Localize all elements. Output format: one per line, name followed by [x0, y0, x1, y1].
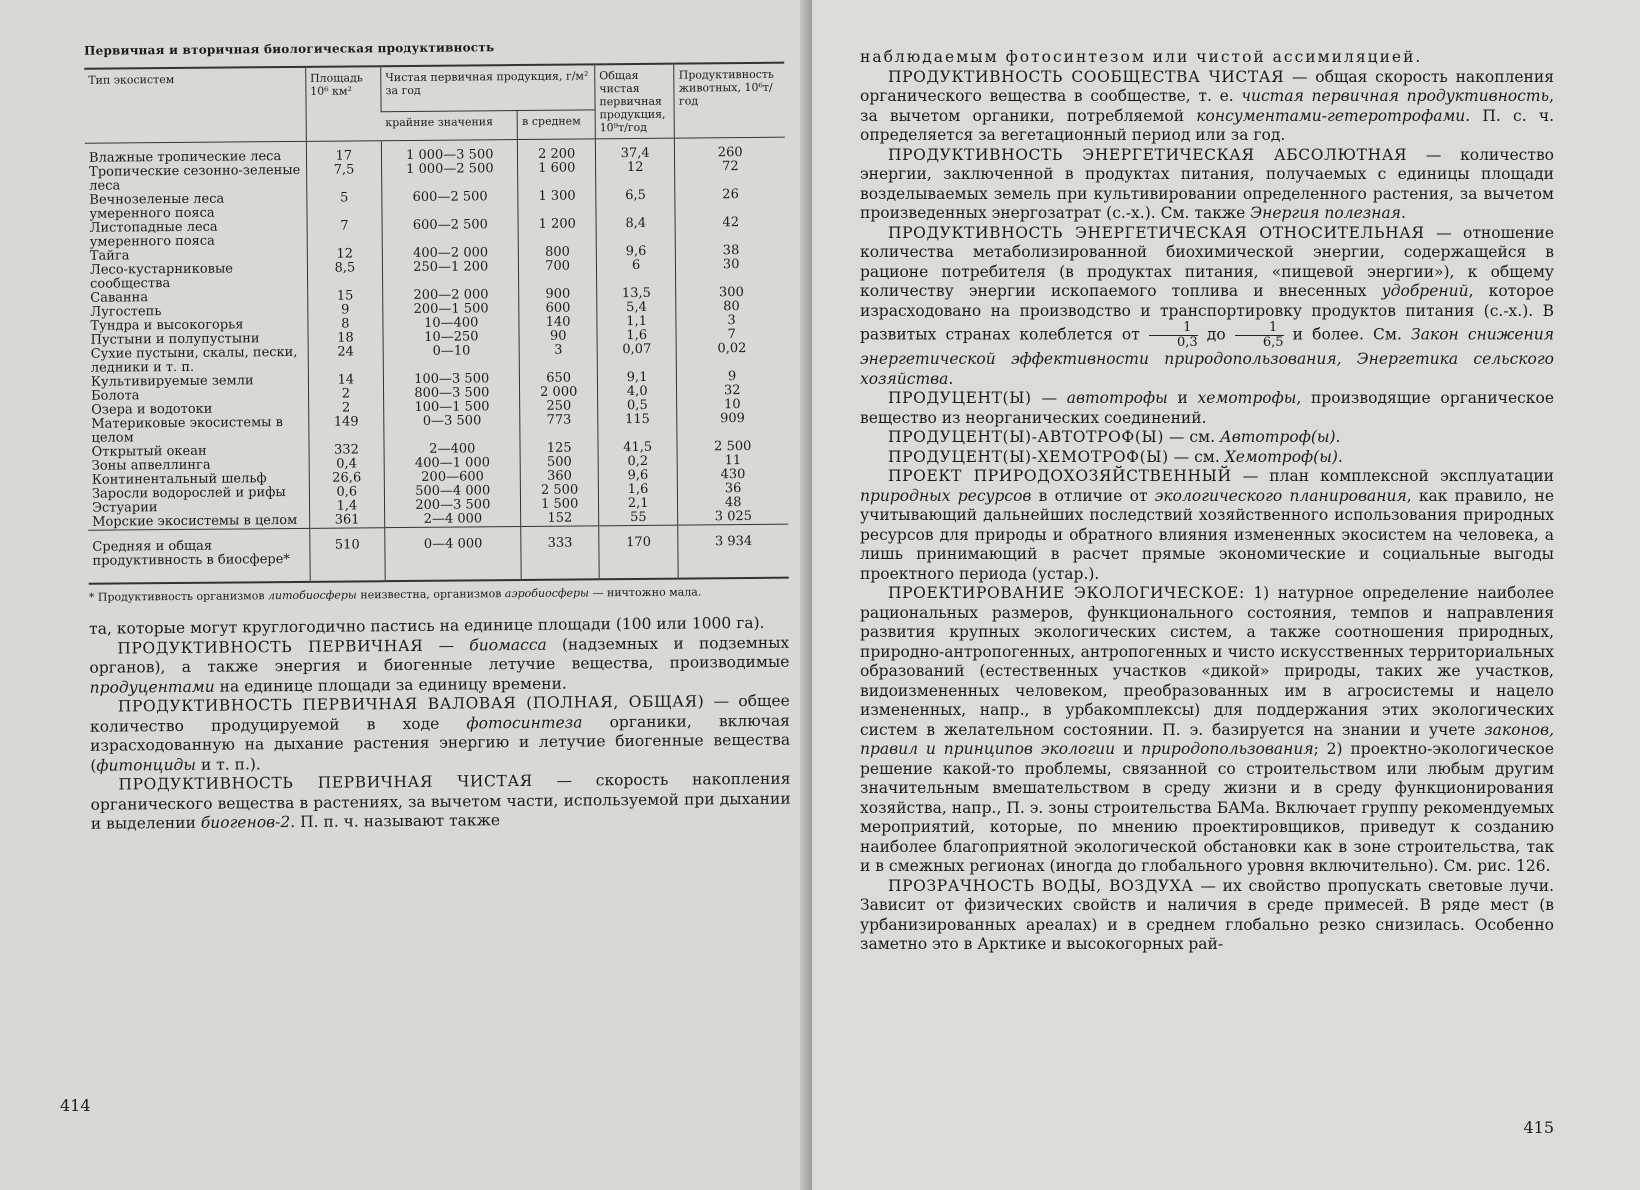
- cell-range: 100—3 500: [383, 372, 519, 387]
- cell-area: 2: [308, 401, 383, 416]
- cell-area: 149: [309, 415, 385, 444]
- cell-type: Пустыни и полупустыни: [90, 331, 260, 348]
- cell-area: 0,6: [309, 485, 384, 500]
- cell-total: 170: [599, 525, 679, 579]
- cell-range: 1 000—2 500: [382, 162, 519, 191]
- cell-area: 5: [307, 191, 383, 220]
- cell-area: 7,5: [306, 163, 382, 192]
- page-number-right: 415: [1523, 1118, 1554, 1137]
- cell-range: 100—1 500: [384, 400, 520, 415]
- cell-mean: 90: [519, 329, 597, 344]
- cell-mean: 1 600: [518, 161, 596, 190]
- cell-range: 400—1 000: [384, 456, 520, 471]
- cell-area: 8: [308, 317, 383, 332]
- header-npp-range: крайние значения: [381, 111, 518, 141]
- cell-range: 0—3 500: [384, 414, 521, 443]
- cell-mean: 900: [519, 287, 597, 302]
- cell-animal: 36: [678, 482, 788, 497]
- cell-animal: 30: [676, 258, 786, 287]
- cell-type: Озера и водотоки: [91, 401, 213, 418]
- cell-range: 0—4 000: [385, 526, 522, 581]
- cell-mean: 1 200: [518, 217, 596, 246]
- cell-area: 15: [307, 289, 382, 304]
- cell-total: 8,4: [596, 217, 676, 246]
- cell-mean: 500: [521, 455, 599, 470]
- cell-total: 13,5: [597, 287, 677, 302]
- cell-animal: 48: [678, 496, 788, 511]
- cell-type: Влажные тропические леса: [88, 149, 282, 166]
- cell-total: 115: [598, 413, 678, 442]
- entry-energy-absolute: ПРОДУКТИВНОСТЬ ЭНЕРГЕТИЧЕСКАЯ АБСОЛЮТНАЯ — количество энергии, заключенной в продуктах питания, получаемых с единицы площади возделываемых земель при культивировании определенного растения, за вычетом произведенных энергозатрат (с.-х.). См. также Энергия полезная.: [860, 145, 1554, 222]
- entry-ecological-design: ПРОЕКТИРОВАНИЕ ЭКОЛОГИЧЕСКОЕ: 1) натурное определение наиболее рациональных размеров, функционального состояния, темпов и направления развития крупных экологических систем, а также соотношения природных, природно-антропогенных, антропогенных и чисто искусственных территориальных образований (естественных участков «дикой» природы, таких же участков, видоизмененных человеком, преобразованных им в агросистемы и нацело измененных, напр., в урбакомплексы) для поддержания этих экологических систем в желательном состоянии. П. э. базируется на знании и учете законов, правил и принципов экологии и природопользования; 2) проектно-экологическое решение какой-то проблемы, связанной со строительством или любым другим значительным вмешательством в среду жизни и в среду функционирования хозяйства, напр., П. э. зоны строительства БАМа. Включает группу рекомендуемых мероприятий, которые, по мнению проектировщиков, приведут к созданию наиболее благоприятной экологической обстановки как в зоне строительства, так и в смежных регионах (иногда до глобального уровня включительно). См. рис. 126.: [860, 584, 1554, 875]
- cell-area: 12: [307, 247, 382, 262]
- cell-mean: 2 500: [521, 483, 599, 498]
- cell-total: 0,07: [597, 343, 677, 372]
- page-number-left: 414: [60, 1096, 91, 1115]
- cell-total: 9,6: [596, 245, 676, 260]
- cell-total: 1,6: [597, 329, 677, 344]
- cell-type: Тайга: [89, 248, 130, 264]
- cell-animal: 38: [676, 244, 786, 259]
- header-type: Тип экосистем: [84, 67, 306, 143]
- cell-total: 37,4: [595, 138, 675, 161]
- cell-total: 4,0: [597, 385, 677, 400]
- cell-animal: 42: [675, 216, 785, 245]
- cell-total: 9,1: [597, 371, 677, 386]
- table-title: Первичная и вторичная биологическая продуктивность: [83, 40, 495, 58]
- cell-mean: 3: [520, 343, 598, 372]
- cell-type: Континентальный шельф: [91, 471, 267, 488]
- cell-area: 0,4: [309, 457, 384, 472]
- header-total: Общая чистая первичная продукция, 10⁹т/год: [595, 64, 675, 139]
- cell-range: 1 000—3 500: [381, 140, 518, 164]
- entry-gross-productivity: ПРОДУКТИВНОСТЬ ПЕРВИЧНАЯ ВАЛОВАЯ (ПОЛНАЯ, ОБЩАЯ) — общее количество продуцируемой в ходе фотосинтеза органики, включая израсходованную на дыхание растения энергию и летучие биогенные вещества (фитонциды и т. п.).: [89, 691, 791, 775]
- right-body-text: [860, 48, 1554, 955]
- cell-area: 1,4: [309, 499, 384, 514]
- cell-mean: 600: [519, 301, 597, 316]
- cell-mean: 650: [520, 371, 598, 386]
- cell-animal: 11: [678, 454, 788, 469]
- cell-type: Лугостепь: [90, 304, 162, 320]
- cell-total: 0,5: [598, 399, 678, 414]
- cell-mean: 360: [521, 469, 599, 484]
- cell-total: 12: [595, 161, 675, 190]
- cell-area: 8,5: [307, 261, 383, 290]
- left-body-text: [89, 614, 791, 835]
- cell-area: 361: [309, 513, 384, 528]
- cell-mean: 773: [520, 413, 598, 442]
- cell-range: 250—1 200: [383, 260, 520, 289]
- cell-total: 55: [599, 511, 679, 526]
- cell-animal: 7: [676, 328, 786, 343]
- cell-type: Зоны апвеллинга: [91, 457, 211, 474]
- entry-community-productivity: ПРОДУКТИВНОСТЬ СООБЩЕСТВА ЧИСТАЯ — общая скорость накопления органического вещества в сообществе, т. е. чистая первичная продуктивность, за вычетом органики, потребляемой консументами-гетеротрофами. П. с. ч. определяется за вегетационный период или за год.: [860, 67, 1554, 144]
- cell-type: Морские экосистемы в целом: [92, 512, 298, 530]
- cell-animal: 909: [677, 412, 787, 441]
- cell-type: Средняя и общая продуктивность в биосфере*: [88, 528, 310, 583]
- fraction-2: $\frac{1}{6,5}$: [1235, 321, 1284, 350]
- cell-total: 1,6: [598, 483, 678, 498]
- left-page: [0, 0, 812, 1190]
- entry-producers: ПРОДУЦЕНТ(Ы) — автотрофы и хемотрофы, производящие органическое вещество из неорганических соединений.: [860, 389, 1554, 427]
- cell-area: 510: [309, 528, 385, 582]
- cell-animal: 3 934: [678, 524, 789, 578]
- paragraph-continuation: та, которые могут круглогодично пастись на единице площади (100 или 1000 га).: [89, 613, 765, 638]
- cell-range: 400—2 000: [382, 246, 518, 261]
- cell-animal: 32: [677, 384, 787, 399]
- cell-type: Вечнозеленые леса умеренного пояса: [89, 191, 225, 222]
- cell-range: 10—400: [383, 316, 519, 331]
- cell-type: Заросли водорослей и рифы: [91, 485, 286, 502]
- cell-area: 7: [307, 219, 383, 248]
- header-npp: Чистая первичная продукция, г/м² за год: [381, 64, 595, 112]
- cell-type: Тундра и высокогорья: [90, 317, 244, 334]
- cell-mean: 125: [520, 441, 598, 456]
- header-area: Площадь 10⁶ км²: [305, 66, 381, 141]
- cell-total: 9,6: [598, 469, 678, 484]
- cell-range: 200—600: [384, 470, 520, 485]
- header-animal: Продуктивность животных, 10⁶т/год: [674, 63, 785, 138]
- cell-range: 10—250: [383, 330, 519, 345]
- cell-total: 2,1: [598, 497, 678, 512]
- cell-type: Болота: [91, 388, 140, 404]
- cell-area: 26,6: [309, 471, 384, 486]
- cell-animal: 72: [675, 160, 785, 189]
- cell-animal: 80: [676, 300, 786, 315]
- entry-resource-project: ПРОЕКТ ПРИРОДОХОЗЯЙСТВЕННЫЙ — план комплексной эксплуатации природных ресурсов в отличие от экологического планирования, как правило, не учитывающий дальнейших последствий хозяйственного использования природных ресурсов для природы и обратного влияния измененных экосистем на человека, а лишь принимающий в расчет прямые экономические и социальные выгоды проектного периода (устар.).: [860, 467, 1555, 583]
- cell-range: 600—2 500: [382, 218, 519, 247]
- cell-range: 200—2 000: [383, 288, 519, 303]
- cell-range: 600—2 500: [382, 190, 519, 219]
- cell-mean: 333: [521, 526, 599, 580]
- productivity-table: [84, 62, 788, 585]
- cell-mean: 2 000: [520, 385, 598, 400]
- cell-animal: 3: [676, 314, 786, 329]
- cell-mean: 152: [521, 511, 599, 526]
- table-footnote: * Продуктивность организмов литобиосферы неизвестна, организмов аэробиосферы — ничтожно мала.: [88, 585, 702, 604]
- cell-type: Листопадные леса умеренного пояса: [89, 219, 218, 250]
- cell-type: Культивируемые земли: [90, 373, 254, 390]
- cell-area: 332: [309, 443, 384, 458]
- cell-area: 14: [308, 373, 383, 388]
- cell-total: 6,5: [596, 189, 676, 218]
- entry-net-productivity: ПРОДУКТИВНОСТЬ ПЕРВИЧНАЯ ЧИСТАЯ — скорость накопления органического вещества в растениях, за вычетом части, используемой при дыхании и выделении биогенов-2. П. п. ч. называют также: [90, 769, 791, 833]
- cell-animal: 300: [676, 286, 786, 301]
- cell-mean: 700: [519, 259, 597, 288]
- cell-type: Материковые экосистемы в целом: [91, 415, 284, 446]
- cell-total: 41,5: [598, 441, 678, 456]
- cell-animal: 0,02: [677, 342, 787, 371]
- cell-type: Эстуарии: [91, 500, 158, 516]
- cell-animal: 3 025: [678, 510, 788, 525]
- cell-type: Саванна: [90, 290, 149, 306]
- right-page: [812, 0, 1640, 1190]
- cell-range: 2—400: [384, 442, 520, 457]
- entry-energy-relative: ПРОДУКТИВНОСТЬ ЭНЕРГЕТИЧЕСКАЯ ОТНОСИТЕЛЬНАЯ — отношение количества метаболизированной биохимической энергии, содержащейся в рационе потребителя (в продуктах питания, «пищевой энергии»), к общему количеству энергии ископаемого топлива и внесенных удобрений, которое израсходовано на производство и транспортировку продуктов питания (с.-х.). В развитых странах колеблется от $\frac{1}{0,3}$ до $\frac{1}{6,5}$ и более. См. Закон снижения энергетической эффективности природопользования, Энергетика сельского хозяйства.: [860, 223, 1555, 388]
- cell-animal: 260: [675, 137, 785, 160]
- cell-range: 500—4 000: [384, 484, 520, 499]
- cell-range: 200—3 500: [385, 498, 521, 513]
- cell-mean: 1 500: [521, 497, 599, 512]
- cell-total: 0,2: [598, 455, 678, 470]
- cell-animal: 430: [678, 468, 788, 483]
- cell-type: Лесо-кустарниковые сообщества: [89, 261, 234, 292]
- entry-producers-chemotrophs: ПРОДУЦЕНТ(Ы)-ХЕМОТРОФ(Ы) — см. Хемотроф(ы).: [888, 447, 1343, 466]
- cell-type: Сухие пустыни, скалы, пески, ледники и т. п.: [90, 344, 298, 376]
- cell-area: 18: [308, 331, 383, 346]
- fraction-1: $\frac{1}{0,3}$: [1149, 321, 1198, 350]
- cell-total: 5,4: [597, 301, 677, 316]
- cell-mean: 140: [519, 315, 597, 330]
- cell-animal: 9: [677, 370, 787, 385]
- cell-range: 800—3 500: [384, 386, 520, 401]
- cell-area: 24: [308, 345, 384, 374]
- cell-mean: 250: [520, 399, 598, 414]
- entry-producers-autotrophs: ПРОДУЦЕНТ(Ы)-АВТОТРОФ(Ы) — см. Автотроф(ы).: [888, 428, 1341, 446]
- cell-type: Открытый океан: [91, 443, 207, 460]
- cell-range: 2—4 000: [385, 512, 521, 528]
- cell-mean: 800: [519, 245, 597, 260]
- cell-range: 200—1 500: [383, 302, 519, 317]
- entry-primary-productivity: ПРОДУКТИВНОСТЬ ПЕРВИЧНАЯ — биомасса (надземных и подземных органов), а также энергия и биогенные летучие вещества, производимые продуцентами на единице площади за единицу времени.: [89, 633, 790, 697]
- cell-mean: 1 300: [518, 189, 596, 218]
- cell-area: 2: [308, 387, 383, 402]
- cell-animal: 10: [677, 398, 787, 413]
- cell-area: 9: [308, 303, 383, 318]
- table-total-row: [88, 524, 788, 584]
- cell-area: 17: [306, 141, 382, 164]
- paragraph-continuation-right: наблюдаемым фотосинтезом или чистой ассимиляцией.: [860, 48, 1423, 66]
- entry-transparency: ПРОЗРАЧНОСТЬ ВОДЫ, ВОЗДУХА — их свойство пропускать световые лучи. Зависит от физических свойств и наличия в среде примесей. В ряде мест (в урбанизированных ареалах) и в среднем глобально резко снизилась. Особенно заметно это в Арктике и высокогорных рай-: [860, 876, 1554, 953]
- cell-range: 0—10: [383, 344, 520, 373]
- cell-mean: 2 200: [518, 139, 596, 162]
- cell-total: 6: [596, 259, 676, 288]
- cell-type: Тропические сезонно-зеленые леса: [89, 162, 301, 194]
- cell-animal: 2 500: [677, 440, 787, 455]
- header-npp-mean: в среднем: [518, 110, 596, 139]
- cell-total: 1,1: [597, 315, 677, 330]
- cell-animal: 26: [675, 188, 785, 217]
